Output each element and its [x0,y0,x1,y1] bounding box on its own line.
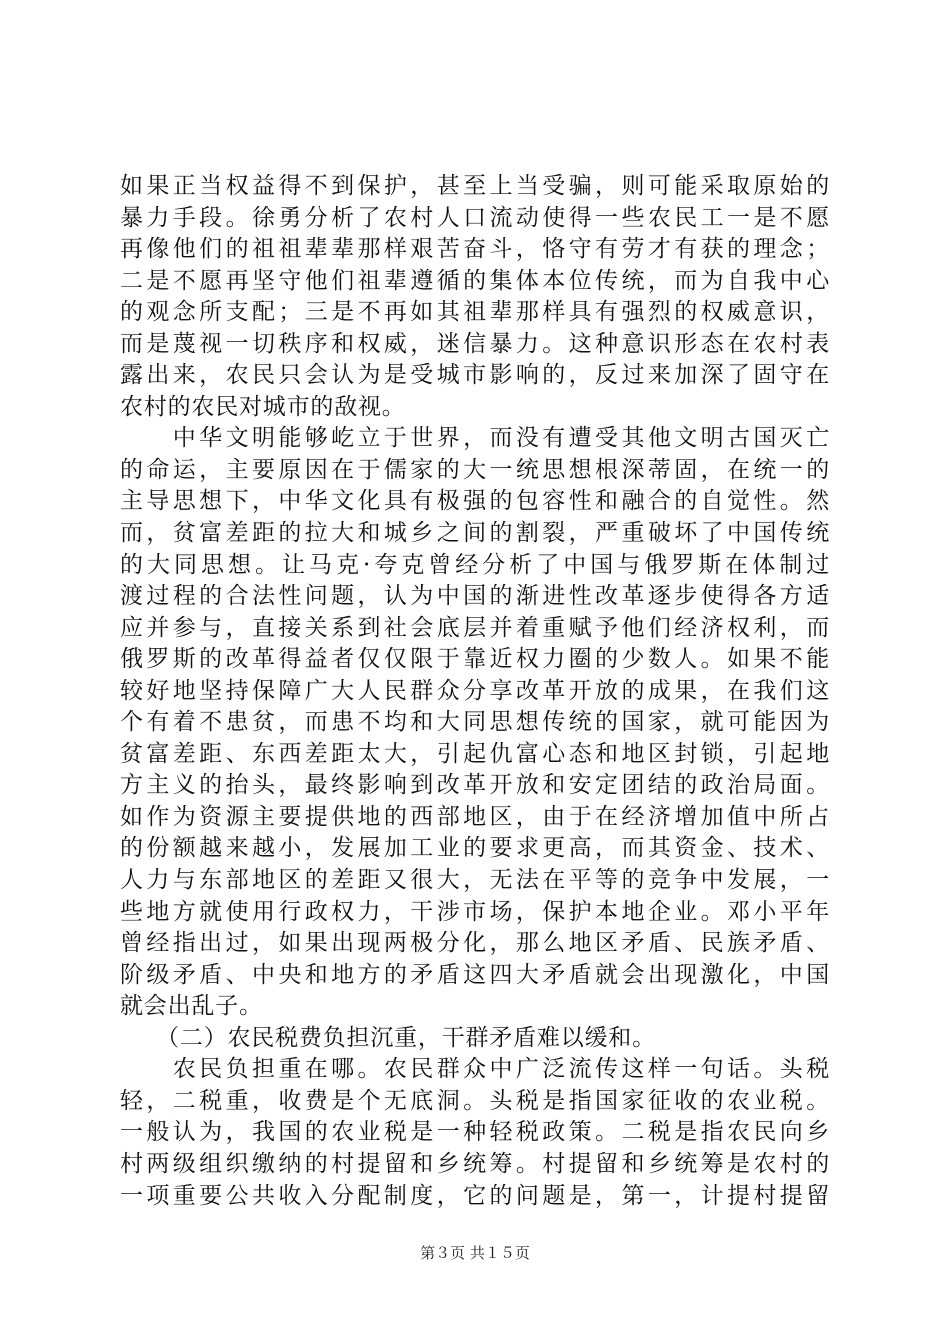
text-line: 主导思想下，中华文化具有极强的包容性和融合的自觉性。然 [120,488,830,515]
text-line: 人力与东部地区的差距又很大，无法在平等的竞争中发展，一 [120,867,830,894]
text-line: 俄罗斯的改革得益者仅仅限于靠近权力圈的少数人。如果不能 [120,646,830,673]
text-line: 的份额越来越小，发展加工业的要求更高，而其资金、技术、 [120,835,830,862]
text-line: 农民负担重在哪。农民群众中广泛流传这样一句话。头税 [120,1056,830,1083]
text-line: 个有着不患贫，而患不均和大同思想传统的国家，就可能因为 [120,709,830,736]
text-line: 应并参与，直接关系到社会底层并着重赋予他们经济权利，而 [120,614,830,641]
text-line: 就会出乱子。 [120,993,263,1020]
text-line: 渡过程的合法性问题，认为中国的渐进性改革逐步使得各方适 [120,583,830,610]
section-heading: （二）农民税费负担沉重，干群矛盾难以缓和。 [120,1024,656,1051]
text-line: 而，贫富差距的拉大和城乡之间的割裂，严重破坏了中国传统 [120,520,830,547]
text-line: 的命运，主要原因在于儒家的大一统思想根深蒂固，在统一的 [120,456,830,483]
text-line: 中华文明能够屹立于世界，而没有遭受其他文明古国灭亡 [120,425,830,452]
text-line: 农村的农民对城市的敌视。 [120,393,406,420]
text-line: 村两级组织缴纳的村提留和乡统筹。村提留和乡统筹是农村的 [120,1150,830,1177]
text-line: 轻，二税重，收费是个无底洞。头税是指国家征收的农业税。 [120,1087,830,1114]
text-line: 较好地坚持保障广大人民群众分享改革开放的成果，在我们这 [120,677,830,704]
text-line: 如作为资源主要提供地的西部地区，由于在经济增加值中所占 [120,803,830,830]
text-line: 些地方就使用行政权力，干涉市场，保护本地企业。邓小平年 [120,898,830,925]
text-line: 而是蔑视一切秩序和权威，迷信暴力。这种意识形态在农村表 [120,330,830,357]
text-line: 贫富差距、东西差距太大，引起仇富心态和地区封锁，引起地 [120,740,830,767]
text-line: 一项重要公共收入分配制度，它的问题是，第一，计提村提留 [120,1182,830,1209]
text-line: 如果正当权益得不到保护，甚至上当受骗，则可能采取原始的 [120,173,830,199]
text-line: 露出来，农民只会认为是受城市影响的，反过来加深了固守在 [120,362,830,389]
text-line: 暴力手段。徐勇分析了农村人口流动使得一些农民工一是不愿 [120,204,830,231]
text-line: 二是不愿再坚守他们祖辈遵循的集体本位传统，而为自我中心 [120,267,830,294]
text-line: 的观念所支配；三是不再如其祖辈那样具有强烈的权威意识， [120,299,830,326]
text-line: 阶级矛盾、中央和地方的矛盾这四大矛盾就会出现激化，中国 [120,961,830,988]
text-line: 的大同思想。让马克·夸克曾经分析了中国与俄罗斯在体制过 [120,551,830,578]
page-number-footer: 第３页 共１５页 [420,1244,530,1262]
text-line: 一般认为，我国的农业税是一种轻税政策。二税是指农民向乡 [120,1119,830,1146]
text-line: 曾经指出过，如果出现两极分化，那么地区矛盾、民族矛盾、 [120,930,830,957]
text-line: 再像他们的祖祖辈辈那样艰苦奋斗，恪守有劳才有获的理念； [120,236,830,263]
document-body [120,171,830,1212]
text-line: 方主义的抬头，最终影响到改革开放和安定团结的政治局面。 [120,772,830,799]
